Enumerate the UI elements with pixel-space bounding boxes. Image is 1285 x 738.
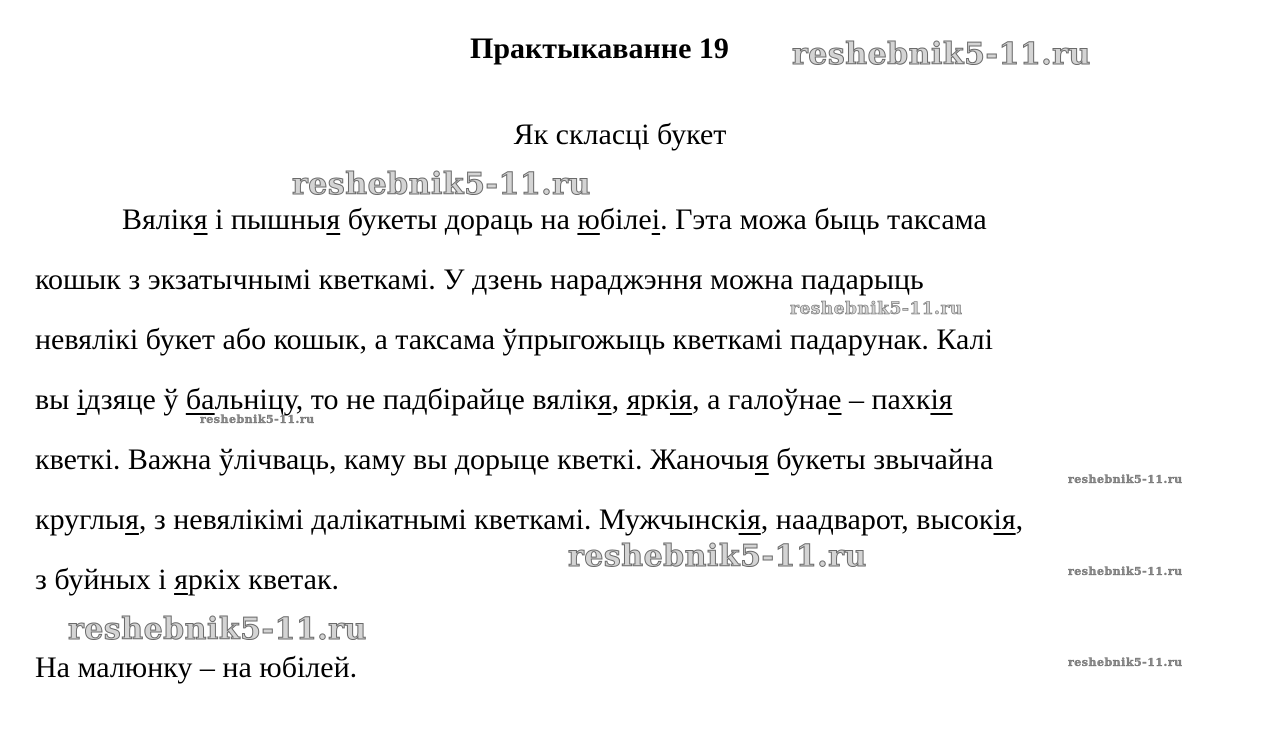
text-segment: льніцу, то не падбірайце вялік [214,383,598,416]
caption: На малюнку – на юбілей. [35,651,358,684]
underlined-letter: ія [930,383,953,416]
text-line [35,380,953,420]
text-segment: – пахк [841,383,931,416]
exercise-title: Практыкаванне 19 [470,32,729,65]
underlined-letter: ія [993,503,1016,536]
text-line [122,200,987,240]
underlined-letter: я [326,203,341,236]
underlined-letter: я [626,383,641,416]
text-segment: кветкі. Важна ўлічваць, каму вы дорыце кветкі. Жаночы [35,443,755,476]
text-line [35,260,924,300]
watermark: reshebnik5-11.ru [292,167,591,202]
text-line [35,500,1023,540]
watermark: reshebnik5-11.ru [1068,656,1183,669]
underlined-letter: я [193,203,208,236]
text-segment: кошык з экзатычнымі кветкамі. У дзень нараджэння можна падарыць [35,263,924,296]
text-heading: Як скласці букет [513,118,727,151]
underlined-letter: я [754,443,769,476]
text-segment: , [1015,503,1024,536]
underlined-letter: ія [669,383,693,416]
underlined-letter: і [76,383,86,416]
text-segment: Вялік [122,203,194,236]
watermark: reshebnik5-11.ru [568,539,867,574]
text-segment: невялікі букет або кошык, а таксама ўпрыгожыць кветкамі падарунак. Калі [35,323,993,356]
watermark: reshebnik5-11.ru [1068,473,1183,486]
underlined-letter: е [828,383,842,416]
text-segment: і пышны [207,203,327,236]
text-segment: . Гэта можа быць таксама [660,203,987,236]
underlined-letter: я [174,563,188,596]
underlined-letter: я [597,383,612,416]
text-segment: круглы [35,503,126,536]
text-segment: з буйных і [35,563,175,596]
text-segment: , а галоўна [692,383,829,416]
text-segment: , з невялікімі далікатнымі кветкамі. Мужчынск [138,503,739,536]
watermark: reshebnik5-11.ru [792,37,1091,72]
underlined-letter: ю [577,203,600,236]
text-segment: рк [640,383,670,416]
watermark: reshebnik5-11.ru [1068,565,1183,578]
underlined-letter: ба [185,383,215,416]
watermark: reshebnik5-11.ru [68,612,367,647]
text-segment: вы [35,383,77,416]
text-segment: ркіх кветак. [187,563,340,596]
text-line [35,320,993,360]
underlined-letter: і [651,203,661,236]
underlined-letter: ія [738,503,761,536]
underlined-letter: я [125,503,139,536]
text-segment: букеты дораць на [340,203,578,236]
text-segment: біле [599,203,652,236]
text-line [35,560,339,600]
text-line [35,440,993,480]
text-segment: дзяце ў [85,383,186,416]
watermark: reshebnik5-11.ru [200,413,315,426]
text-segment: букеты звычайна [768,443,994,476]
watermark: reshebnik5-11.ru [790,299,963,319]
text-segment: , [611,383,627,416]
text-segment: , наадварот, высок [760,503,994,536]
